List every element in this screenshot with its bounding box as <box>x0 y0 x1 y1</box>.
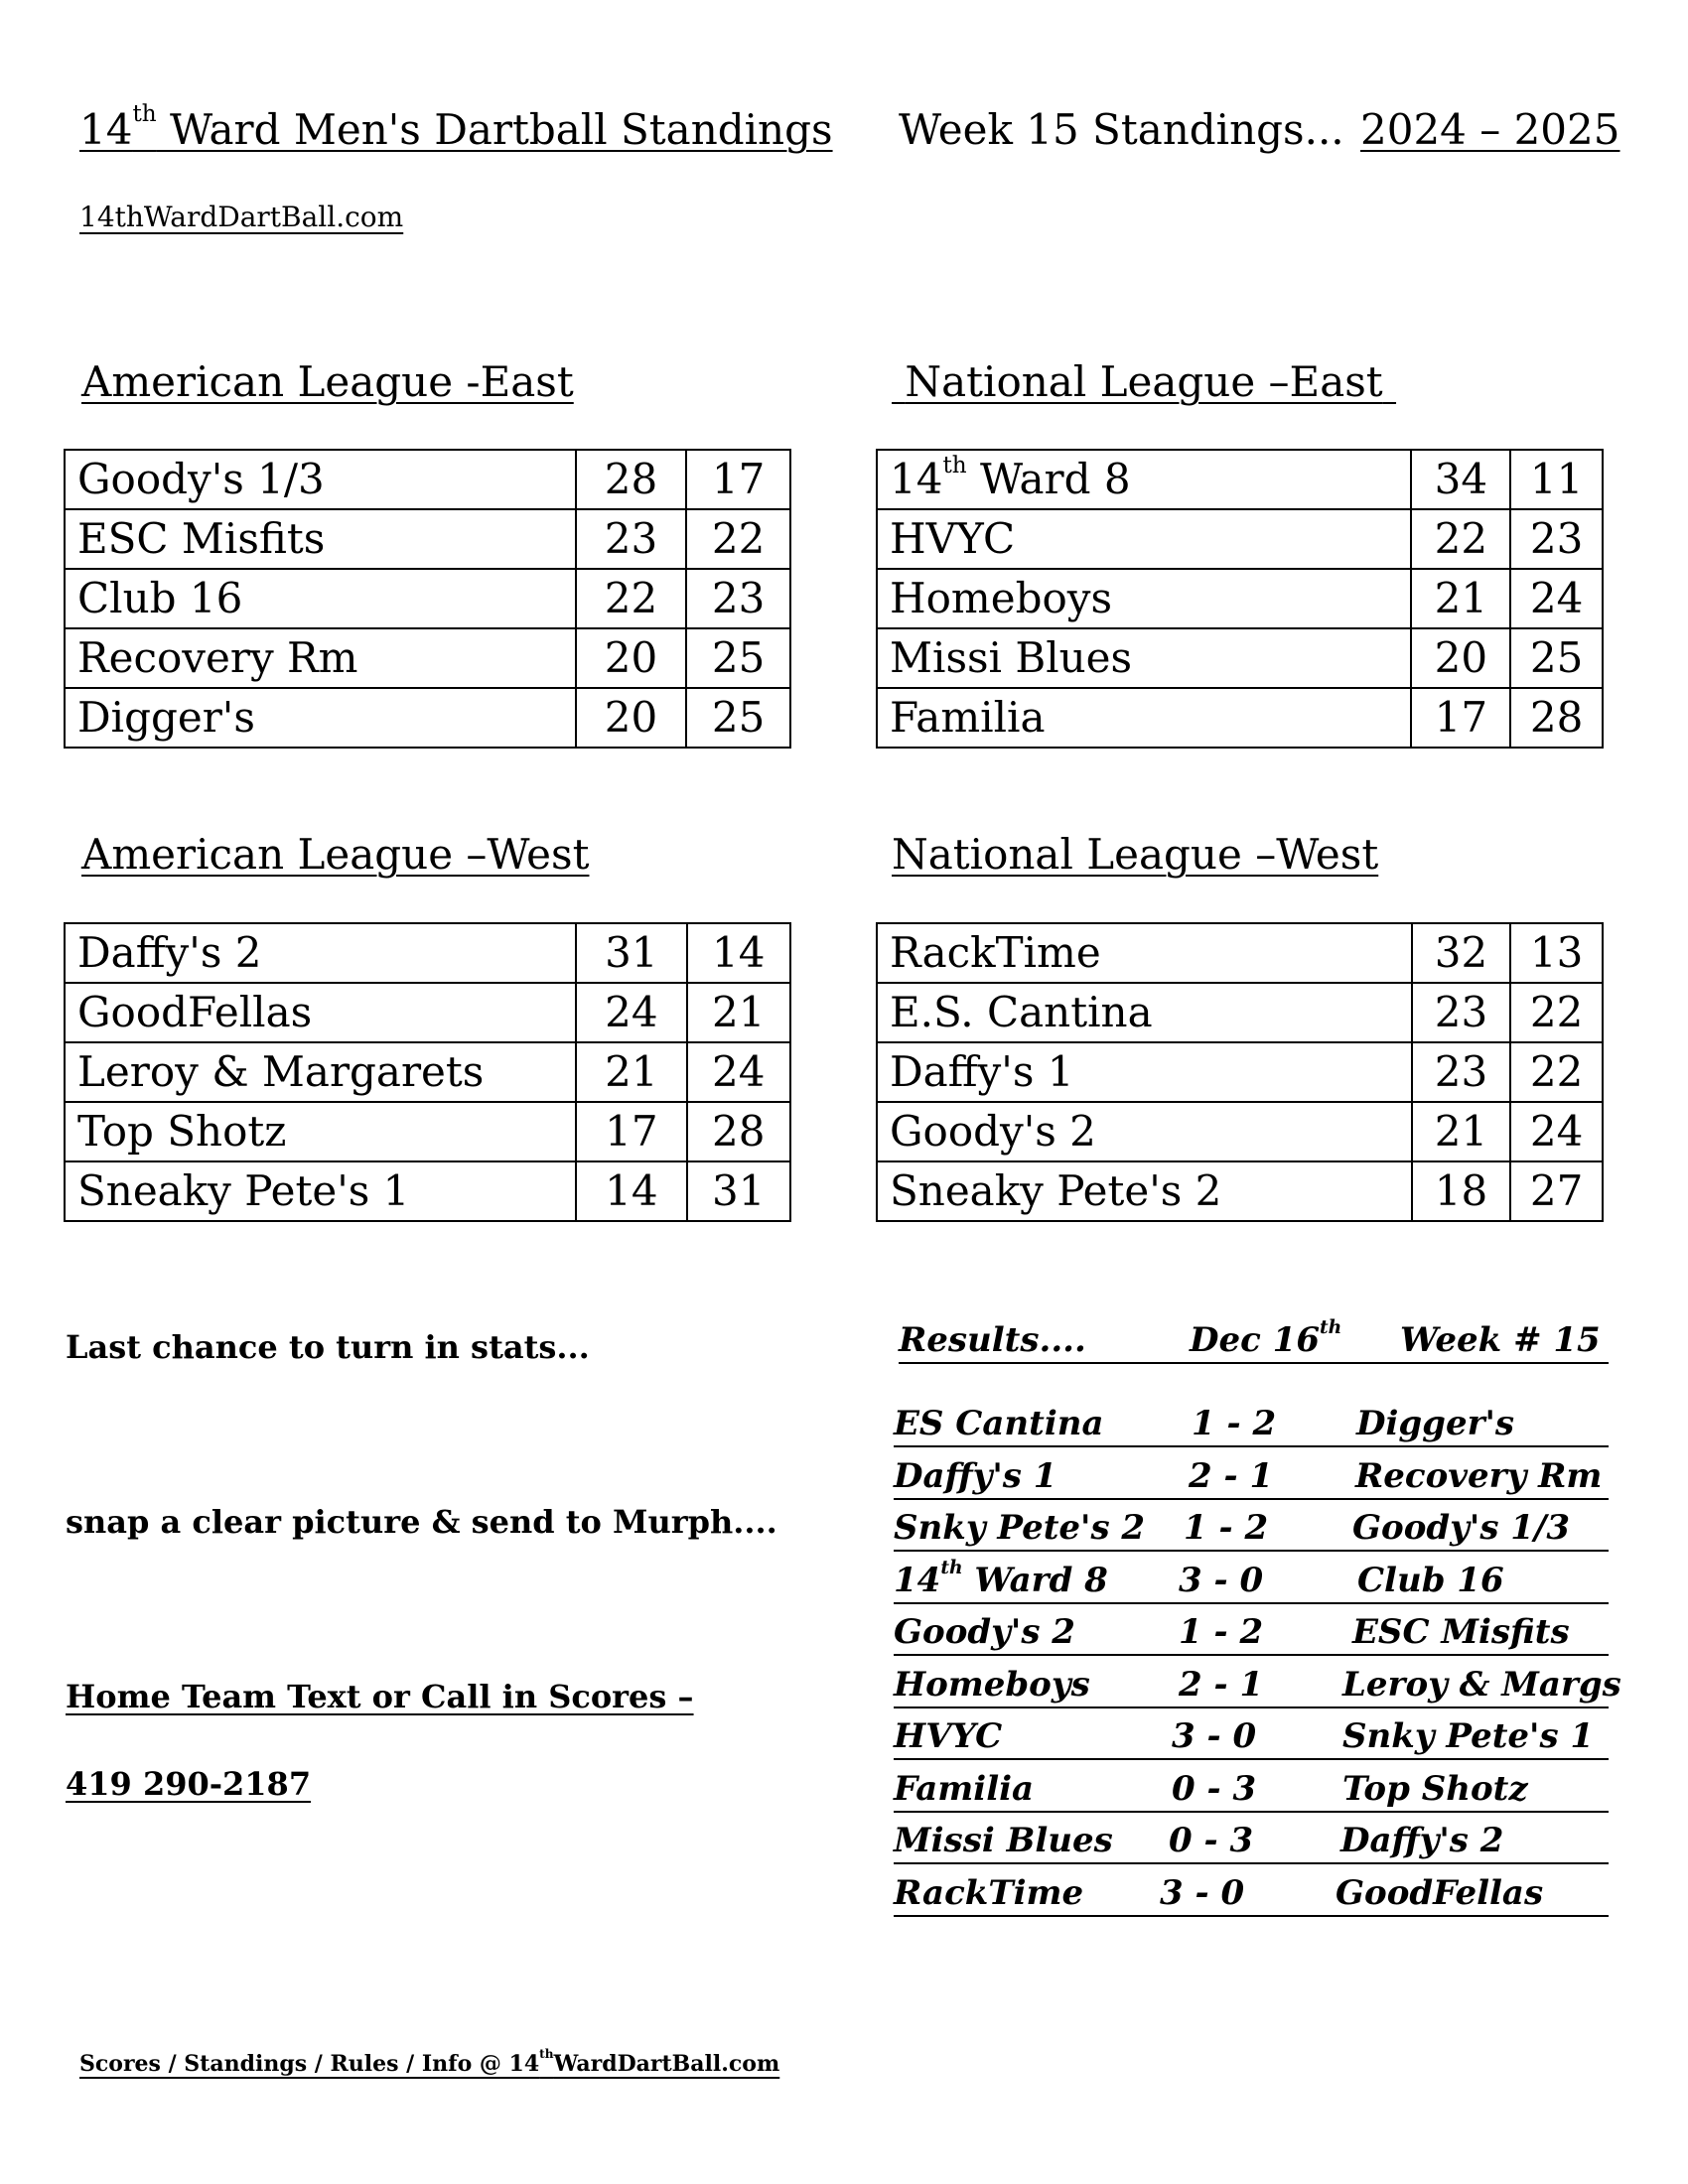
result-row <box>894 1398 1609 1447</box>
wins: 17 <box>576 1102 686 1161</box>
losses: 24 <box>687 1042 790 1102</box>
game-score: 1 - 2 <box>1192 1404 1277 1443</box>
team-name: E.S. Cantina <box>877 983 1412 1042</box>
wins: 20 <box>1411 628 1510 688</box>
wins: 21 <box>576 1042 686 1102</box>
team-name: ESC Misfits <box>65 509 576 569</box>
table-row <box>65 983 790 1042</box>
week-label: Week 15 Standings... <box>899 105 1344 154</box>
losses: 23 <box>1510 509 1603 569</box>
wins: 34 <box>1411 450 1510 509</box>
losses: 27 <box>1510 1161 1603 1221</box>
results-header <box>899 1314 1609 1364</box>
game-score: 3 - 0 <box>1160 1873 1245 1913</box>
losses: 22 <box>686 509 790 569</box>
game-score: 2 - 1 <box>1189 1456 1274 1496</box>
wins: 31 <box>576 923 686 983</box>
losses: 25 <box>686 688 790 748</box>
team-name: Digger's <box>65 688 576 748</box>
losses: 28 <box>1510 688 1603 748</box>
away-team: Top Shotz <box>1342 1769 1528 1809</box>
table-row <box>65 569 790 628</box>
table-row <box>877 1161 1603 1221</box>
table-row <box>877 450 1603 509</box>
results-week: Week # 15 <box>1400 1320 1601 1360</box>
team-name: Daffy's 1 <box>877 1042 1412 1102</box>
team-name: Top Shotz <box>65 1102 576 1161</box>
table-row <box>877 1042 1603 1102</box>
home-team: Daffy's 1 <box>894 1456 1057 1496</box>
wins: 18 <box>1412 1161 1511 1221</box>
away-team: Recovery Rm <box>1355 1456 1603 1496</box>
wins: 21 <box>1411 569 1510 628</box>
team-name: Club 16 <box>65 569 576 628</box>
wins: 23 <box>1412 1042 1511 1102</box>
al-west-table <box>64 922 791 1222</box>
wins: 23 <box>576 509 687 569</box>
team-name: 14th Ward 8 <box>877 450 1411 509</box>
losses: 28 <box>687 1102 790 1161</box>
home-team: Familia <box>894 1769 1035 1809</box>
table-row <box>65 1161 790 1221</box>
home-team: Homeboys <box>894 1665 1090 1705</box>
game-score: 3 - 0 <box>1172 1716 1257 1756</box>
losses: 22 <box>1510 1042 1603 1102</box>
result-row <box>894 1710 1609 1760</box>
phone-number[interactable]: 419 290-2187 <box>66 1765 312 1803</box>
game-score: 1 - 2 <box>1184 1508 1269 1548</box>
home-team: HVYC <box>894 1716 1003 1756</box>
losses: 21 <box>687 983 790 1042</box>
home-team: Snky Pete's 2 <box>894 1508 1146 1548</box>
away-team: Snky Pete's 1 <box>1342 1716 1595 1756</box>
table-row <box>65 923 790 983</box>
losses: 17 <box>686 450 790 509</box>
losses: 25 <box>1510 628 1603 688</box>
wins: 22 <box>576 569 687 628</box>
website-link[interactable]: 14thWardDartBall.com <box>79 201 404 233</box>
table-row <box>877 628 1603 688</box>
away-team: Daffy's 2 <box>1340 1821 1504 1860</box>
away-team: ESC Misfits <box>1352 1612 1570 1652</box>
losses: 13 <box>1510 923 1603 983</box>
table-row <box>877 569 1603 628</box>
wins: 20 <box>576 688 687 748</box>
game-score: 1 - 2 <box>1179 1612 1264 1652</box>
al-west-title: American League –West <box>81 830 590 879</box>
away-team: Digger's <box>1356 1404 1515 1443</box>
table-row <box>877 983 1603 1042</box>
nl-west-title: National League –West <box>892 830 1379 879</box>
wins: 28 <box>576 450 687 509</box>
picture-note: snap a clear picture & send to Murph.... <box>66 1503 777 1541</box>
table-row <box>877 1102 1603 1161</box>
home-team: Missi Blues <box>894 1821 1113 1860</box>
away-team: Goody's 1/3 <box>1352 1508 1571 1548</box>
footer-links[interactable]: Scores / Standings / Rules / Info @ 14thWardDartBall.com <box>79 2047 780 2077</box>
team-name: Familia <box>877 688 1411 748</box>
home-team: Goody's 2 <box>894 1612 1075 1652</box>
away-team: GoodFellas <box>1336 1873 1544 1913</box>
team-name: RackTime <box>877 923 1412 983</box>
losses: 24 <box>1510 569 1603 628</box>
table-row <box>65 628 790 688</box>
table-row <box>65 450 790 509</box>
table-row <box>877 923 1603 983</box>
al-east-title: American League -East <box>81 357 574 406</box>
team-name: Homeboys <box>877 569 1411 628</box>
losses: 22 <box>1510 983 1603 1042</box>
result-row <box>894 1815 1609 1864</box>
losses: 14 <box>687 923 790 983</box>
team-name: Recovery Rm <box>65 628 576 688</box>
wins: 21 <box>1412 1102 1511 1161</box>
away-team: Leroy & Margs <box>1342 1665 1621 1705</box>
result-row <box>894 1606 1609 1656</box>
losses: 23 <box>686 569 790 628</box>
result-row <box>894 1659 1621 1708</box>
table-row <box>65 1102 790 1161</box>
wins: 14 <box>576 1161 686 1221</box>
team-name: Goody's 1/3 <box>65 450 576 509</box>
results-label: Results.... <box>899 1320 1086 1360</box>
table-row <box>877 509 1603 569</box>
team-name: HVYC <box>877 509 1411 569</box>
home-team: 14th Ward 8 <box>894 1557 1108 1600</box>
losses: 11 <box>1510 450 1603 509</box>
team-name: Sneaky Pete's 1 <box>65 1161 576 1221</box>
result-row <box>894 1867 1609 1917</box>
home-team: ES Cantina <box>894 1404 1104 1443</box>
game-score: 3 - 0 <box>1179 1561 1264 1600</box>
wins: 32 <box>1412 923 1511 983</box>
wins: 23 <box>1412 983 1511 1042</box>
season-label: 2024 – 2025 <box>1360 105 1620 154</box>
table-row <box>65 509 790 569</box>
wins: 17 <box>1411 688 1510 748</box>
wins: 20 <box>576 628 687 688</box>
game-score: 0 - 3 <box>1172 1769 1257 1809</box>
team-name: Leroy & Margarets <box>65 1042 576 1102</box>
results-date: Dec 16th <box>1190 1316 1342 1360</box>
table-row <box>65 688 790 748</box>
team-name: GoodFellas <box>65 983 576 1042</box>
table-row <box>65 1042 790 1102</box>
game-score: 2 - 1 <box>1179 1665 1264 1705</box>
nl-east-title: National League –East <box>905 357 1383 406</box>
result-row <box>894 1502 1609 1552</box>
losses: 24 <box>1510 1102 1603 1161</box>
nl-west-table <box>876 922 1604 1222</box>
team-name: Sneaky Pete's 2 <box>877 1161 1412 1221</box>
wins: 24 <box>576 983 686 1042</box>
losses: 25 <box>686 628 790 688</box>
game-score: 0 - 3 <box>1169 1821 1254 1860</box>
stats-note: Last chance to turn in stats... <box>66 1328 590 1366</box>
away-team: Club 16 <box>1357 1561 1504 1600</box>
wins: 22 <box>1411 509 1510 569</box>
nl-east-table <box>876 449 1604 749</box>
team-name: Goody's 2 <box>877 1102 1412 1161</box>
team-name: Missi Blues <box>877 628 1411 688</box>
home-team: RackTime <box>894 1873 1084 1913</box>
team-name: Daffy's 2 <box>65 923 576 983</box>
home-team-note: Home Team Text or Call in Scores – <box>66 1678 694 1715</box>
table-row <box>877 688 1603 748</box>
result-row <box>894 1450 1609 1500</box>
result-row <box>894 1555 1609 1604</box>
result-row <box>894 1763 1609 1813</box>
al-east-table <box>64 449 791 749</box>
losses: 31 <box>687 1161 790 1221</box>
page-title: 14th Ward Men's Dartball Standings <box>79 101 833 154</box>
